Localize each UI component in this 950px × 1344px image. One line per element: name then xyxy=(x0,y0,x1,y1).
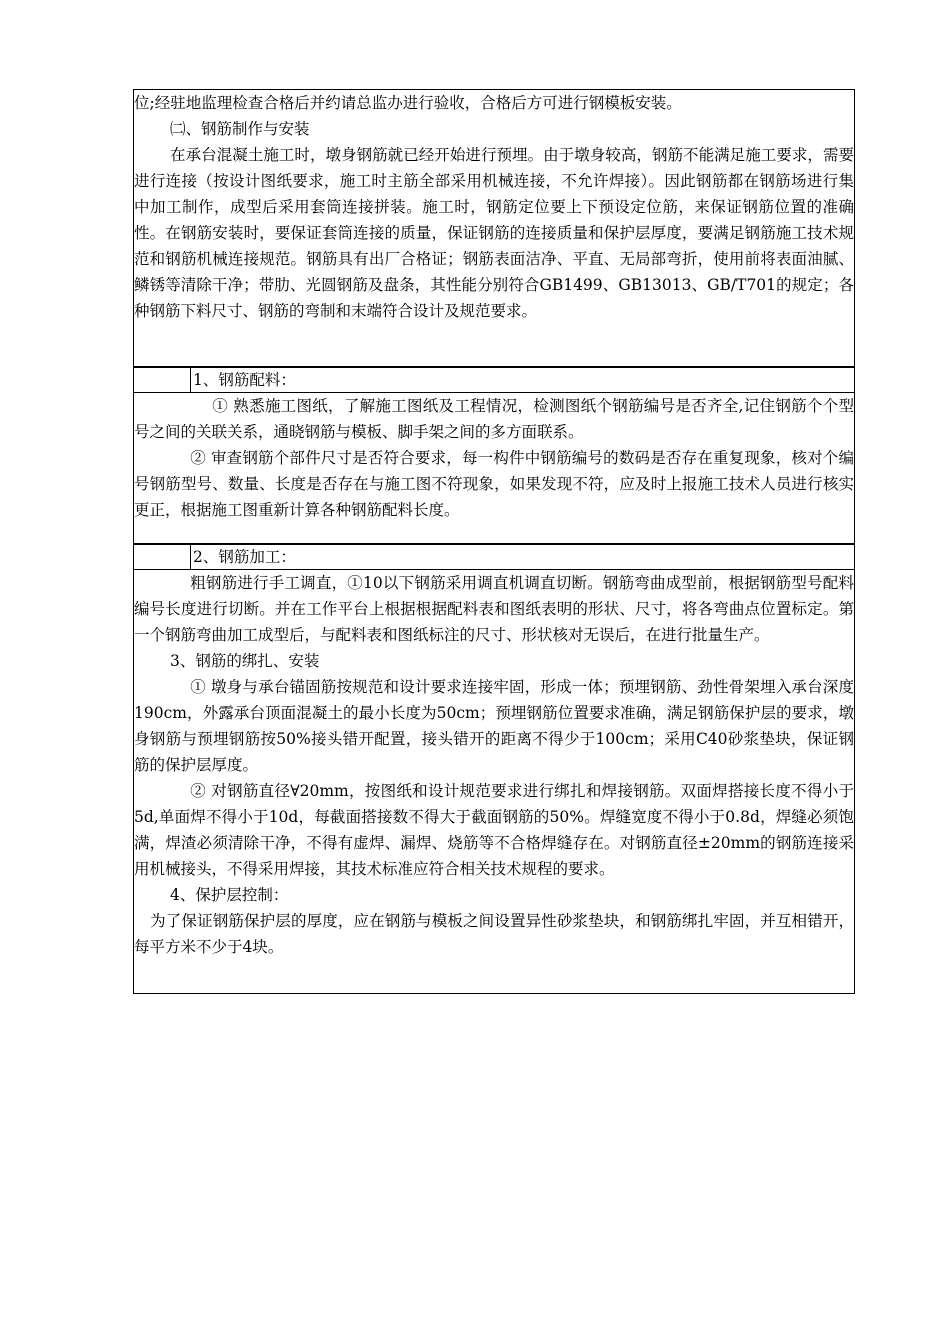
section-c-para2: 为了保证钢筋保护层的厚度，应在钢筋与模板之间设置异性砂浆垫块，和钢筋绑扎牢固，并互相错开，每平方米不少于4块。 xyxy=(134,912,854,956)
heading-2-row xyxy=(133,544,855,570)
section-a-line0: 位;经驻地监理检查合格后并约请总监办进行验收，合格后方可进行钢模板安装。 xyxy=(134,94,682,112)
section-c-item1: ① 墩身与承台锚固筋按规范和设计要求连接牢固，形成一体；预埋钢筋、劲性骨架埋入承台深度190cm，外露承台顶面混凝土的最小长度为50cm；预埋钢筋位置要求准确，满足钢筋保护层的要求，墩身钢筋与预埋钢筋按50%接头错开配置，接头错开的距离不得少于100cm；采用C40砂浆垫块，保证钢筋的保护层厚度。 xyxy=(134,678,854,774)
section-c-item2: ② 对钢筋直径∀20mm，按图纸和设计规范要求进行绑扎和焊接钢筋。双面焊搭接长度不得小于5d,单面焊不得小于10d，每截面搭接数不得大于截面钢筋的50%。焊缝宽度不得小于0.8d，焊缝必须饱满，焊渣必须清除干净，不得有虚焊、漏焊、烧筋等不合格焊缝存在。对钢筋直径±20mm的钢筋连接采用机械接头，不得采用焊接，其技术标准应符合相关技术规程的要求。 xyxy=(134,782,854,878)
section-b-item1: ① 熟悉施工图纸，了解施工图纸及工程情况，检测图纸个钢筋编号是否齐全,记住钢筋个个型号之间的关联关系，通晓钢筋与模板、脚手架之间的多方面联系。 xyxy=(134,397,854,441)
heading-1-row xyxy=(133,367,855,393)
section-b-item2: ② 审查钢筋个部件尺寸是否符合要求，每一构件中钢筋编号的数码是否存在重复现象，核对个编号钢筋型号、数量、长度是否存在与施工图不符现象，如果发现不符，应及时上报施工技术人员进行核实更正，根据施工图重新计算各种钢筋配料长度。 xyxy=(134,449,854,519)
section-c-heading4: 4、保护层控制： xyxy=(170,886,289,904)
heading-1: 1、钢筋配料： xyxy=(190,368,296,392)
section-a-heading: ㈡、钢筋制作与安装 xyxy=(170,120,310,138)
section-c-box xyxy=(133,569,855,994)
section-c-para1: 粗钢筋进行手工调直，①10以下钢筋采用调直机调直切断。钢筋弯曲成型前，根据钢筋型号配料编号长度进行切断。并在工作平台上根据根据配料表和图纸表明的形状、尺寸，将各弯曲点位置标定。第一个钢筋弯曲加工成型后，与配料表和图纸标注的尺寸、形状核对无误后，在进行批量生产。 xyxy=(134,574,854,644)
section-b-box xyxy=(133,392,855,544)
section-c-heading3: 3、钢筋的绑扎、安装 xyxy=(170,652,320,670)
section-a-box xyxy=(133,89,855,367)
heading-2: 2、钢筋加工： xyxy=(190,545,296,569)
section-a-para: 在承台混凝土施工时，墩身钢筋就已经开始进行预埋。由于墩身较高，钢筋不能满足施工要求，需要进行连接（按设计图纸要求，施工时主筋全部采用机械连接，不允许焊接）。因此钢筋都在钢筋场进行集中加工制作，成型后采用套筒连接拼装。施工时，钢筋定位要上下预设定位筋，来保证钢筋位置的准确性。在钢筋安装时，要保证套筒连接的质量，保证钢筋的连接质量和保护层厚度，要满足钢筋施工技术规范和钢筋机械连接规范。钢筋具有出厂合格证；钢筋表面洁净、平直、无局部弯折，使用前将表面油腻、鳞锈等清除干净；带肋、光圆钢筋及盘条，其性能分别符合GB1499、GB13013、GB/T701的规定；各种钢筋下料尺寸、钢筋的弯制和末端符合设计及规范要求。 xyxy=(134,146,854,320)
